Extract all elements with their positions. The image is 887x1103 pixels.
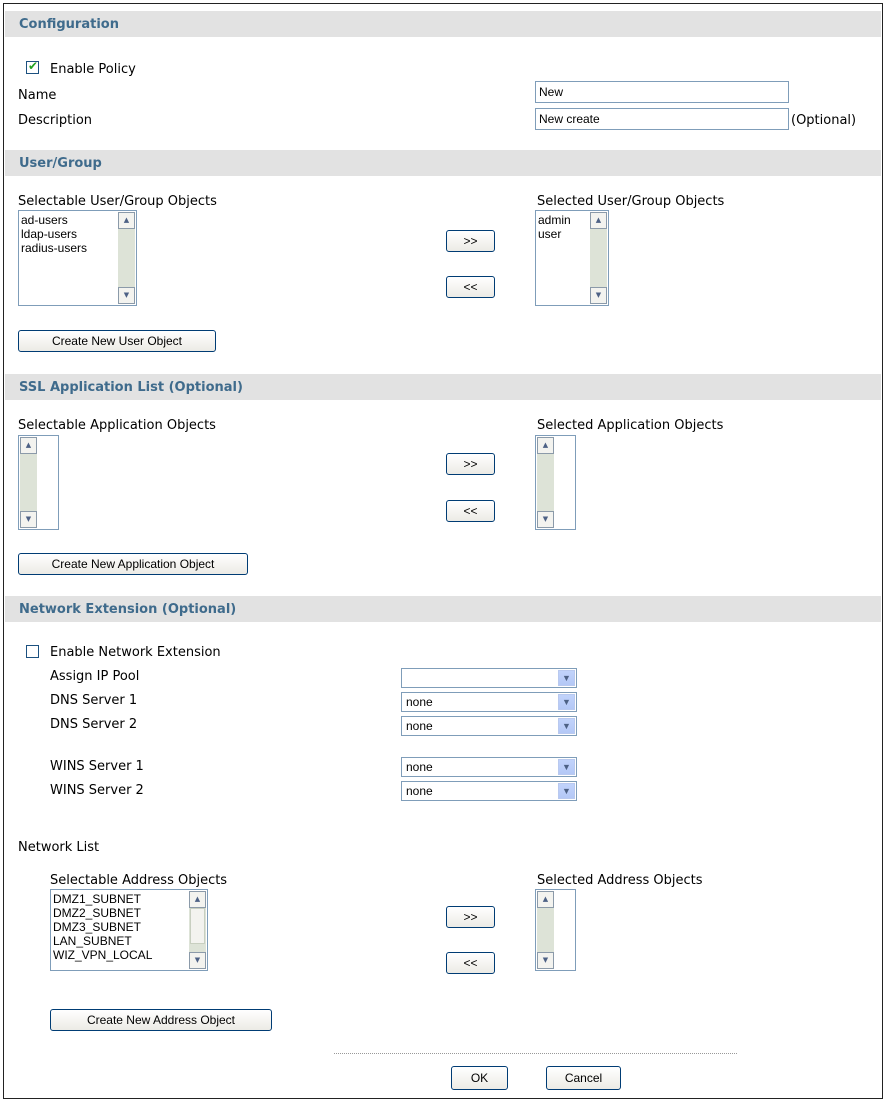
dns-server-1-select[interactable] (401, 692, 577, 712)
add-application-button[interactable]: >> (446, 453, 495, 475)
assign-ip-pool-label: Assign IP Pool (50, 669, 140, 684)
name-input[interactable]: New (535, 81, 789, 103)
cancel-button[interactable]: Cancel (546, 1066, 621, 1090)
dns-server-2-select[interactable] (401, 716, 577, 736)
dns-server-1-label: DNS Server 1 (50, 693, 138, 708)
selected-application-label: Selected Application Objects (537, 418, 724, 433)
configuration-title: Configuration (19, 17, 119, 32)
wins-server-2-select[interactable] (401, 781, 577, 801)
scroll-up-arrow-icon[interactable]: ▲ (189, 891, 206, 908)
wins-server-1-value: none (406, 760, 433, 774)
list-scrollbar[interactable] (20, 437, 37, 528)
list-item[interactable]: ldap-users (21, 227, 78, 241)
optional-note: (Optional) (791, 113, 857, 128)
network-list-label: Network List (18, 840, 100, 855)
selected-address-label: Selected Address Objects (537, 873, 703, 888)
create-new-application-object-button[interactable]: Create New Application Object (18, 553, 248, 575)
network-extension-section-header (5, 596, 881, 622)
add-address-button[interactable]: >> (446, 906, 495, 928)
scroll-down-arrow-icon[interactable]: ▼ (537, 952, 554, 969)
selectable-application-label: Selectable Application Objects (18, 418, 216, 433)
assign-ip-pool-select[interactable] (401, 668, 577, 688)
list-item[interactable]: DMZ1_SUBNET (53, 892, 142, 906)
configuration-section-header (5, 11, 881, 37)
scroll-thumb[interactable] (190, 908, 205, 944)
dns-server-2-value: none (406, 719, 433, 733)
remove-user-group-button[interactable]: << (446, 276, 495, 298)
list-item[interactable]: WIZ_VPN_LOCAL (53, 948, 153, 962)
remove-application-button[interactable]: << (446, 500, 495, 522)
description-input[interactable]: New create (535, 108, 789, 130)
enable-network-extension-label: Enable Network Extension (50, 645, 221, 660)
ssl-app-title: SSL Application List (Optional) (19, 380, 243, 395)
list-item[interactable]: admin (538, 213, 571, 227)
list-item[interactable]: radius-users (21, 241, 88, 255)
wins-server-1-select[interactable] (401, 757, 577, 777)
list-scrollbar[interactable] (189, 891, 206, 969)
scroll-up-arrow-icon[interactable]: ▲ (20, 437, 37, 454)
scroll-up-arrow-icon[interactable]: ▲ (537, 437, 554, 454)
selectable-user-group-label: Selectable User/Group Objects (18, 194, 217, 209)
scroll-up-arrow-icon[interactable]: ▲ (537, 891, 554, 908)
wins-server-2-value: none (406, 784, 433, 798)
user-group-section-header (5, 150, 881, 176)
selected-user-group-label: Selected User/Group Objects (537, 194, 725, 209)
policy-config-panel (3, 3, 883, 1099)
description-label: Description (18, 113, 93, 128)
create-new-address-object-button[interactable]: Create New Address Object (50, 1009, 272, 1031)
list-scrollbar[interactable] (590, 212, 607, 304)
chevron-down-icon[interactable]: ▼ (558, 783, 575, 799)
chevron-down-icon[interactable]: ▼ (558, 718, 575, 734)
chevron-down-icon[interactable]: ▼ (558, 670, 575, 686)
user-group-title: User/Group (19, 156, 102, 171)
enable-policy-checkbox[interactable] (26, 61, 39, 74)
list-scrollbar[interactable] (537, 437, 554, 528)
create-new-user-object-button[interactable]: Create New User Object (18, 330, 216, 352)
wins-server-1-label: WINS Server 1 (50, 759, 144, 774)
list-item[interactable]: ad-users (21, 213, 68, 227)
checkmark-icon: ✔ (28, 59, 39, 73)
selected-user-group-list[interactable] (535, 210, 609, 306)
list-item[interactable]: LAN_SUBNET (53, 934, 132, 948)
selectable-application-list[interactable] (18, 435, 59, 530)
wins-server-2-label: WINS Server 2 (50, 783, 144, 798)
chevron-down-icon[interactable]: ▼ (558, 759, 575, 775)
selected-application-list[interactable] (535, 435, 576, 530)
list-scrollbar[interactable] (118, 212, 135, 304)
list-item[interactable]: DMZ3_SUBNET (53, 920, 142, 934)
selectable-address-list[interactable] (50, 889, 208, 971)
scroll-down-arrow-icon[interactable]: ▼ (20, 511, 37, 528)
scroll-down-arrow-icon[interactable]: ▼ (590, 287, 607, 304)
ssl-app-section-header (5, 374, 881, 400)
scroll-down-arrow-icon[interactable]: ▼ (118, 287, 135, 304)
selectable-user-group-list[interactable] (18, 210, 137, 306)
ok-button[interactable]: OK (451, 1066, 508, 1090)
selectable-address-label: Selectable Address Objects (50, 873, 228, 888)
scroll-up-arrow-icon[interactable]: ▲ (118, 212, 135, 229)
list-item[interactable]: DMZ2_SUBNET (53, 906, 142, 920)
scroll-up-arrow-icon[interactable]: ▲ (590, 212, 607, 229)
enable-network-extension-checkbox[interactable] (26, 645, 39, 658)
footer-separator (334, 1053, 737, 1054)
scroll-down-arrow-icon[interactable]: ▼ (189, 952, 206, 969)
chevron-down-icon[interactable]: ▼ (558, 694, 575, 710)
selected-address-list[interactable] (535, 889, 576, 971)
network-extension-title: Network Extension (Optional) (19, 602, 237, 617)
list-scrollbar[interactable] (537, 891, 554, 969)
list-item[interactable]: user (538, 227, 562, 241)
dns-server-1-value: none (406, 695, 433, 709)
dns-server-2-label: DNS Server 2 (50, 717, 138, 732)
name-label: Name (18, 88, 57, 103)
add-user-group-button[interactable]: >> (446, 230, 495, 252)
remove-address-button[interactable]: << (446, 952, 495, 974)
scroll-down-arrow-icon[interactable]: ▼ (537, 511, 554, 528)
enable-policy-label: Enable Policy (50, 62, 136, 77)
